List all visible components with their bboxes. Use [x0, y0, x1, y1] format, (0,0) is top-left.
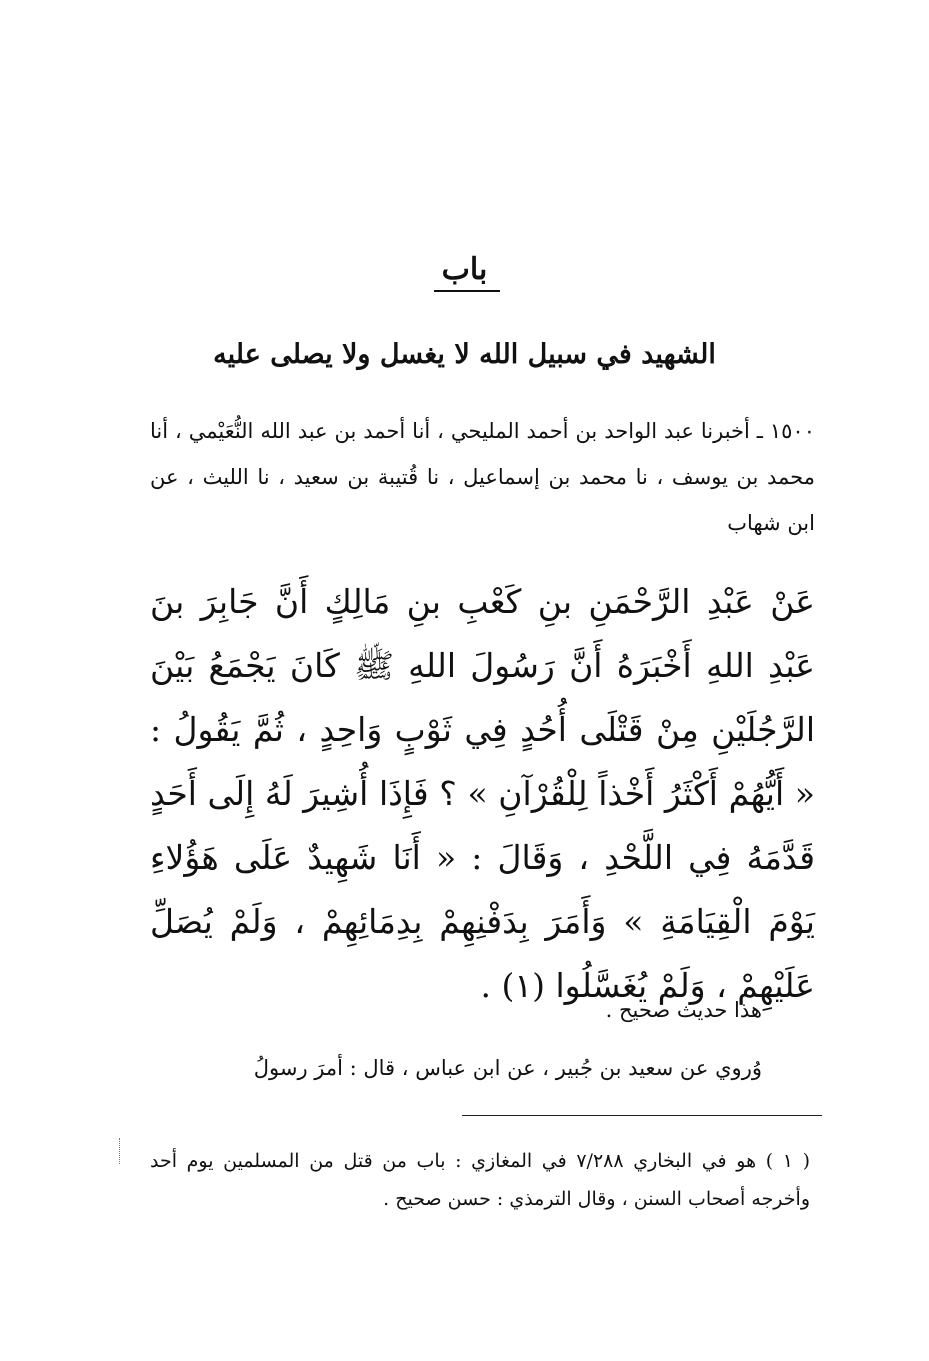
chapter-title: الشهيد في سبيل الله لا يغسل ولا يصلى عليه: [213, 339, 716, 370]
hadith-grade: هذا حديث صحيح .: [605, 998, 762, 1022]
section-heading: باب: [441, 252, 488, 287]
hadith-matn: عَنْ عَبْدِ الرَّحْمَنِ بنِ كَعْبِ بنِ مَالِكٍ أَنَّ جَابِرَ بنَ عَبْدِ اللهِ أَخْبَرَهُ أَنَّ رَسُولَ اللهِ ﷺ كَانَ يَجْمَعُ بَيْنَ الرَّجُلَيْنِ مِنْ قَتْلَى أُحُدٍ فِي ثَوْبٍ وَاحِدٍ ، ثُمَّ يَقُولُ : « أَيُّهُمْ أَكْثَرُ أَخْذاً لِلْقُرْآنِ » ؟ فَإِذَا أُشِيرَ لَهُ إِلَى أَحَدٍ قَدَّمَهُ فِي اللَّحْدِ ، وَقَالَ : « أَنَا شَهِيدٌ عَلَى هَؤُلاءِ يَوْمَ الْقِيَامَةِ » وَأَمَرَ بِدَفْنِهِمْ بِدِمَائِهِمْ ، وَلَمْ يُصَلِّ عَلَيْهِمْ ، وَلَمْ يُغَسَّلُوا (١) .: [150, 582, 815, 1005]
hadith-isnad: ١٥٠٠ ـ أخبرنا عبد الواحد بن أحمد المليحي ، أنا أحمد بن عبد الله النُّعَيْمي ، أنا محمد بن يوسف ، نا محمد بن إسماعيل ، نا قُتيبة بن سعيد ، نا الليث ، عن ابن شهاب: [150, 419, 815, 535]
footnote: ( ١ ) هو في البخاري ٧/٢٨٨ في المغازي : باب من قتل من المسلمين يوم أحد وأخرجه أصحاب السنن ، وقال الترمذي : حسن صحيح .: [150, 1150, 810, 1210]
margin-mark: [119, 1138, 122, 1164]
heading-underline: [434, 290, 500, 292]
riwaya-text: وُروي عن سعيد بن جُبير ، عن ابن عباس ، قال : أمرَ رسولُ: [253, 1056, 762, 1080]
footnote-divider: [462, 1115, 822, 1116]
